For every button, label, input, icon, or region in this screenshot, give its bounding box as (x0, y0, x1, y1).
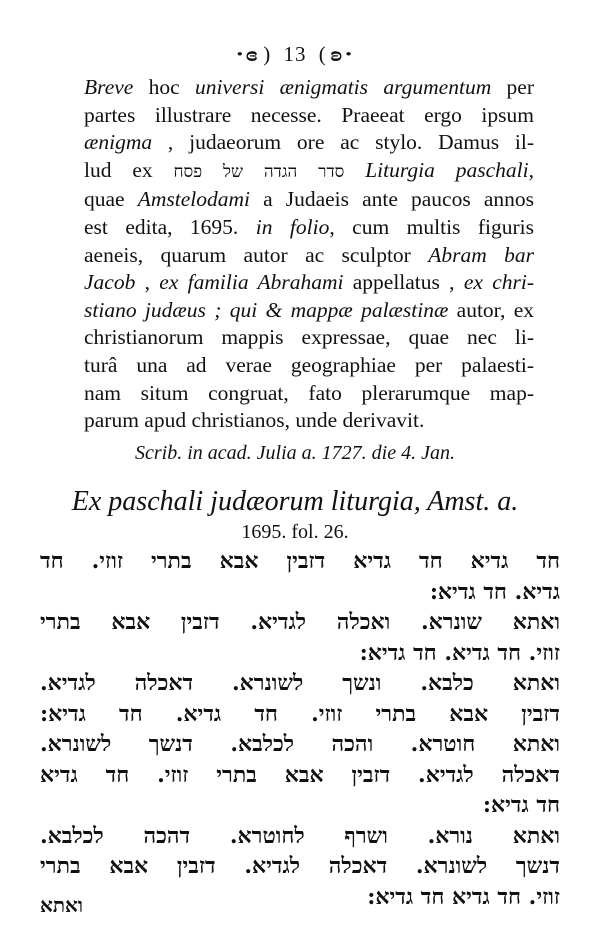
text-run: per (491, 75, 535, 99)
text-run: universi ænigmatis argumentum (195, 75, 492, 99)
text-line (84, 297, 534, 325)
hebrew-line: חד גדיא: (482, 792, 560, 818)
text-run: , (135, 270, 160, 295)
date-line: Scrib. in acad. Julia a. 1727. die 4. Jan. (135, 442, 455, 464)
text-run: Liturgia paschali, (365, 157, 534, 182)
text-run: ex chri- (463, 270, 534, 295)
text-run (344, 158, 365, 182)
text-line (84, 407, 534, 435)
text-run: Abram bar (428, 242, 534, 267)
text-run: ex familia Abrahami (159, 270, 344, 295)
text-run: est edita, 1695. (84, 214, 256, 239)
hebrew-line: גדיא. חד גדיא: (429, 578, 560, 605)
page-header (0, 42, 590, 67)
text-run: ænigma (84, 130, 153, 155)
text-run: Breve (84, 75, 134, 99)
hebrew-title-inline: סדר הגדה של פסח (173, 161, 345, 182)
text-line (84, 102, 534, 130)
text-run: , cum multis figuris (329, 214, 534, 239)
text-line (84, 214, 534, 242)
text-run: nam situm congruat, fato plerarumque map- (84, 380, 534, 405)
hebrew-line: ואתא נורא. ושרף לחוטרא. דהכה לכלבא. (40, 822, 560, 849)
hebrew-line: ואתא כלבא. ונשך לשונרא. דאכלה לגדיא. (40, 670, 560, 696)
latin-paragraph (84, 74, 534, 435)
hebrew-text-block (40, 546, 560, 912)
paren-left: ) (263, 42, 272, 66)
text-run: in folio (255, 214, 330, 239)
text-line (84, 269, 534, 297)
hebrew-line: חד גדיא חד גדיא דזבין אבא בתרי זוזי. חד (40, 548, 560, 574)
hebrew-line: דזבין אבא בתרי זוזי. חד גדיא. חד גדיא: (40, 700, 560, 727)
hebrew-line: זוזי. חד גדיא. חד גדיא: (359, 639, 560, 666)
catchword: ואתא (40, 893, 83, 917)
text-run: a Judaeis ante paucos annos (249, 187, 534, 212)
section-heading: Ex paschali judæorum liturgia, Amst. a. (71, 486, 519, 517)
hebrew-line: דאכלה לגדיא. דזבין אבא בתרי זוזי. חד גדיא (40, 761, 560, 788)
text-line (84, 129, 534, 157)
text-run: turâ una ad verae geographiae per palaesti- (84, 352, 534, 377)
paren-right: ( (318, 42, 327, 66)
text-line (84, 186, 534, 214)
text-run: hoc (133, 75, 196, 99)
text-line (84, 242, 534, 270)
text-run: autor, ex (448, 297, 535, 322)
text-run: partes illustrare necesse. Praeeat ergo ipsum (84, 102, 534, 127)
text-line (84, 352, 534, 380)
text-run: aeneis, quarum autor ac sculptor (84, 242, 429, 267)
text-line (84, 157, 534, 187)
page-number: 13 (283, 42, 307, 66)
section-subheading: 1695. fol. 26. (241, 521, 349, 543)
text-line (84, 74, 534, 102)
text-run: Jacob (84, 270, 136, 295)
hebrew-line: דנשך לשונרא. דאכלה לגדיא. דזבין אבא בתרי (40, 853, 560, 879)
hebrew-line: זוזי. חד גדיא חד גדיא: (367, 883, 560, 910)
text-run: parum apud christianos, unde derivavit. (84, 408, 425, 433)
text-run: stiano judæus ; qui & mappæ palæstinæ (84, 297, 449, 322)
text-run: Amstelodami (137, 187, 250, 212)
text-run: quae (84, 187, 138, 212)
hebrew-line: ואתא חוטרא. והכה לכלבא. דנשך לשונרא. (40, 731, 560, 757)
ornament-left: ·ɞ (235, 42, 260, 66)
text-line (84, 324, 534, 352)
ornament-right: ʚ· (330, 42, 355, 66)
text-run: lud ex (84, 157, 174, 182)
hebrew-line: ואתא שונרא. ואכלה לגדיא. דזבין אבא בתרי (40, 609, 560, 635)
text-run: appellatus , (343, 270, 464, 295)
text-line (84, 380, 534, 408)
text-run: , judaeorum ore ac stylo. Damus il- (152, 130, 534, 155)
text-run: christianorum mappis expressae, quae nec li- (84, 325, 534, 350)
